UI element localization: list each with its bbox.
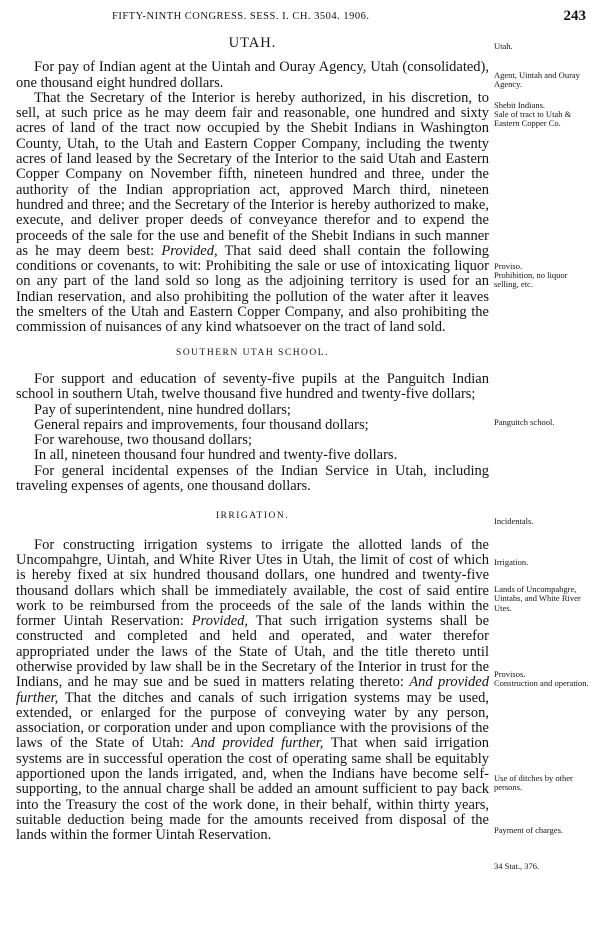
margin-note-use-of-ditches: Use of ditches by other persons. — [494, 773, 573, 793]
running-head-text: FIFTY-NINTH CONGRESS. SESS. I. CH. 3504. 1906. — [112, 11, 370, 22]
irrigation-text-4: That when said irrigation systems are in successful operation the cost of operating same shall be equitably apportioned upon the lands irrigated, and, when the Indians have become self-supporting, to the annual charge shall be added an amount sufficient to pay back into the Treasury the cost of the work done, in their behalf, within thirty years, suitable deduction being made for the amounts received from disposal of the lands within the former Uintah Reservation. — [16, 735, 489, 844]
irrigation-proviso-1: Provided, — [191, 613, 249, 630]
margin-note-prohibition: Prohibition, no liquor selling, etc. — [494, 270, 568, 290]
margin-note-lands: Lands of Uncompahgre, Uintahs, and White River Utes. — [494, 584, 581, 613]
margin-note-panguitch: Panguitch school. — [494, 417, 555, 427]
running-head — [0, 8, 600, 27]
shebit-paragraph — [16, 91, 489, 336]
shebit-text-1: That the Secretary of the Interior is hereby authorized, in his discretion, to sell, at such price as he may deem fair and reasonable, one hundred and sixty acres of land of the tract now occupied by the Shebit Indians in Washington County, Utah, to the Utah and Eastern Copper Company, including the twenty acres of land leased by the Secretary of the Interior to the said Utah and Eastern Copper Company on November fifth, nineteen hundred and three, under the authority of the Indian appropriation act, approved March third, nineteen hundred and three; and the Secretary of the Interior is hereby authorized to make, execute, and deliver proper deeds of conveyance therefor and to expend the proceeds of the sale for the use and benefit of the Shebit Indians in such manner as he may deem best: — [16, 89, 489, 259]
margin-note-stat: 34 Stat., 376. — [494, 861, 540, 871]
main-text — [16, 36, 489, 844]
margin-note-agent: Agent, Uintah and Ouray Agency. — [494, 70, 580, 90]
irrigation-paragraph — [16, 538, 489, 844]
school-item: General repairs and improvements, four thousand dollars; — [34, 416, 369, 433]
southern-utah-school-heading: SOUTHERN UTAH SCHOOL. — [176, 347, 329, 358]
margin-note-payment: Payment of charges. — [494, 825, 564, 835]
utah-agent-paragraph: For pay of Indian agent at the Uintah and Ouray Agency, Utah (consolidated), one thousand eight hundred dollars. — [16, 59, 489, 91]
margin-note-provisos: Provisos. — [494, 669, 526, 679]
page-number: 243 — [563, 8, 586, 24]
shebit-proviso: Provided, — [161, 242, 218, 259]
school-item: For warehouse, two thousand dollars; — [34, 432, 252, 449]
shebit-text-2: That said deed shall contain the following conditions or covenants, to wit: Prohibiting the sale or use of intoxicating liquor on any part of the land sold so long as the adjoining territory is used for an Indian reservation, and also prohibiting the pollution of the water after it leaves the smelters of the Utah and Eastern Copper Company, and also prohibiting the commission of nuisances of any kind whatsoever on the tract of land sold. — [16, 242, 490, 336]
panguitch-paragraph: For support and education of seventy-five pupils at the Panguitch Indian school in southern Utah, twelve thousand five hundred and twenty-five dollars; — [16, 370, 489, 403]
margin-note-sale-of-tract: Sale of tract to Utah & Eastern Copper Co. — [494, 109, 572, 129]
incidental-paragraph: For general incidental expenses of the Indian Service in Utah, including traveling expenses of agents, one thousand dollars. — [16, 462, 489, 495]
margin-note-utah: Utah. — [494, 41, 513, 51]
irrigation-text-2: That such irrigation systems shall be constructed and completed and held and operated, and water therefor appropriated under the laws of the State of Utah, and the title thereto until otherwise provided by law shall be in the Secretary of the Interior in trust for the Indians, and he may sue and be sued in matters relating thereto: — [16, 613, 490, 691]
utah-title: UTAH. — [228, 35, 277, 51]
margin-note-shebit-indians: Shebit Indians. — [494, 100, 545, 110]
margin-note-proviso: Proviso. — [494, 261, 523, 271]
margin-note-construction: Construction and operation. — [494, 678, 589, 688]
irrigation-text-3: That the ditches and canals of such irrigation systems may be used, extended, or enlarged for the purpose of conveying water by any person, association, or corporation under and upon compliance with the provisions of the laws of the State of Utah: — [16, 689, 489, 752]
irrigation-text-1: For constructing irrigation systems to irrigate the allotted lands of the Uncompahgre, Uintah, and White River Utes in Utah, the limit of cost of which is hereby fixed at six hundred thousand dollars, one hundred and twenty-five thousand dollars which shall be immediately available, the cost of said entire work to be reimbursed from the proceeds of the sale of the lands within the former Uintah Reservation: — [16, 536, 489, 630]
irrigation-proviso-3: And provided further, — [191, 735, 324, 752]
irrigation-proviso-2: And provided further, — [16, 674, 489, 706]
school-item: In all, nineteen thousand four hundred and twenty-five dollars. — [34, 447, 398, 464]
irrigation-heading: IRRIGATION. — [215, 511, 290, 522]
school-item: Pay of superintendent, nine hundred dollars; — [34, 401, 291, 418]
margin-note-irrigation: Irrigation. — [494, 557, 529, 567]
margin-note-incidentals: Incidentals. — [494, 516, 534, 526]
